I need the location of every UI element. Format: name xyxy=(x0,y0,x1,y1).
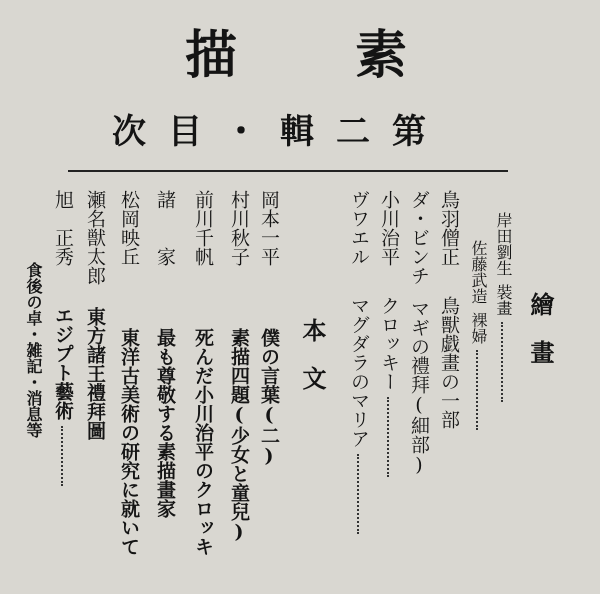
body-item-7 xyxy=(50,190,76,594)
section-label-body: 本 文 xyxy=(298,318,327,390)
illust-work: マグダラのマリア xyxy=(348,296,370,448)
illust-author: ヴワエル xyxy=(348,190,370,266)
issue-subtitle: 第二輯・目次 xyxy=(112,112,448,152)
body-work: 最も尊敬する素描畫家 xyxy=(154,328,176,518)
body-item-3 xyxy=(190,190,216,594)
body-work: 僕の言葉(二) xyxy=(258,328,280,467)
body-author: 旭 正秀 xyxy=(52,190,74,266)
body-item-4 xyxy=(152,190,178,594)
leader-dots xyxy=(501,322,505,402)
title-char-right: 素 xyxy=(355,25,408,86)
header-divider xyxy=(68,170,508,172)
illust-work: クロッキー xyxy=(378,296,400,391)
illust-item-6 xyxy=(346,190,372,590)
illust-work: マギの禮拜(細部) xyxy=(408,299,430,476)
title-char-left: 描 xyxy=(185,25,238,86)
illust-author: 岸田劉生 xyxy=(494,212,513,276)
body-item-8 xyxy=(20,262,46,592)
body-author: 松岡映丘 xyxy=(118,190,140,266)
body-item-5 xyxy=(116,190,142,594)
illust-author: 鳥羽僧正 xyxy=(438,190,460,266)
illust-author: 佐藤武造 xyxy=(469,240,488,304)
illust-item-1 xyxy=(490,212,516,572)
body-author: 前川千帆 xyxy=(192,190,214,266)
illust-author: ダ・ビンチ xyxy=(408,190,430,285)
illust-item-4 xyxy=(406,190,432,590)
leader-dots xyxy=(476,350,480,430)
body-work: エジプト藝術 xyxy=(52,306,74,420)
body-author: 村川秋子 xyxy=(228,190,250,266)
body-author: 瀬名獣太郎 xyxy=(84,190,106,285)
body-item-2 xyxy=(226,190,252,594)
leader-dots xyxy=(387,397,391,477)
illust-item-3 xyxy=(436,190,462,590)
illust-item-5 xyxy=(376,190,402,590)
magazine-title xyxy=(0,25,600,100)
illust-item-2 xyxy=(465,240,491,580)
illust-author: 小川治平 xyxy=(378,190,400,266)
illust-work: 裸婦 xyxy=(469,312,488,344)
body-work: 素描四題(少女と童兒) xyxy=(228,328,250,543)
body-work: 食後の卓・雑記・消息等 xyxy=(24,262,43,438)
body-work: 死んだ小川治平のクロッキ xyxy=(192,328,214,556)
body-work: 東方諸王禮拜圖 xyxy=(84,307,106,440)
body-item-6 xyxy=(82,190,108,594)
leader-dots xyxy=(61,426,65,486)
body-author: 諸 家 xyxy=(154,190,176,266)
leader-dots xyxy=(357,454,361,534)
body-item-1 xyxy=(256,190,282,594)
body-author: 岡本一平 xyxy=(258,190,280,266)
section-label-illustrations: 繪 畫 xyxy=(526,292,555,364)
body-work: 東洋古美術の研究に就いて xyxy=(118,328,140,556)
illust-work: 鳥獸戯畫の一部 xyxy=(438,296,460,429)
illust-work: 裝畫 xyxy=(494,284,513,316)
